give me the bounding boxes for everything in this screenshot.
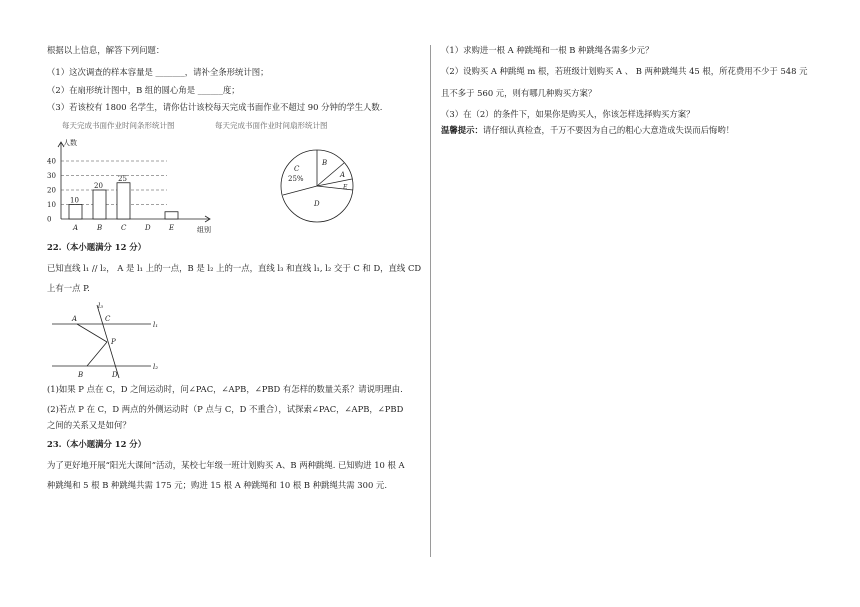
bar-c [117, 183, 130, 219]
label-d: D [112, 371, 118, 380]
tip [441, 125, 821, 136]
problem-22-heading: 22.（本小题满分 12 分） [47, 242, 147, 253]
label-l2: l₂ [153, 363, 159, 372]
pie-chart [272, 139, 362, 229]
problem-22-question-2a: (2)若点 P 在 C，D 两点的外侧运动时（P 点与 C，D 不重合），试探索∠PAC，∠APB，∠PBD [47, 403, 404, 414]
figures [47, 137, 427, 252]
label-p: P [111, 338, 116, 347]
label-a: A [72, 315, 78, 324]
tip-text: 请仔细认真检查，千万不要因为自己的粗心大意造成失误而后悔哟！ [482, 125, 735, 136]
y-tick-label: 20 [47, 186, 56, 195]
label-c: C [105, 315, 111, 324]
pie-label-c: C [294, 165, 300, 174]
pie-label-e: E [343, 184, 348, 192]
bar-chart-title: 每天完成书面作业时间条形统计图 [62, 121, 175, 131]
question-21-3: （3）若该校有 1800 名学生，请你估计该校每天完成书面作业不超过 90 分钟的学生人数. [47, 102, 383, 113]
bar-e [165, 212, 178, 219]
problem-22-line2: 上有一点 P. [47, 283, 90, 294]
x-tick-label: D [145, 224, 151, 233]
problem-23-line2: 种跳绳和 5 根 B 种跳绳共需 175 元；购进 15 根 A 种跳绳和 10 根 B 种跳绳共需 300 元. [47, 480, 387, 491]
parallel-lines-diagram [47, 300, 177, 380]
y-tick-label: 0 [47, 215, 52, 224]
x-tick-label: A [73, 224, 79, 233]
question-21-2: （2）在扇形统计图中，B 组的圆心角是 ______度； [47, 84, 240, 95]
column-divider [430, 45, 431, 557]
problem-22-question-2b: 之间的关系又是如何？ [47, 420, 131, 431]
problem-23-question-2a: （2）设购买 A 种跳绳 m 根，若班级计划购买 A 、 B 两种跳绳共 45 根，所花费用不少于 548 元 [441, 66, 808, 77]
x-tick-label: B [97, 224, 103, 233]
problem-23-line1: 为了更好地开展“阳光大课间”活动，某校七年级一班计划购买 A、B 两种跳绳. 已知购进 10 根 A [47, 459, 405, 470]
bar-value-label: 10 [70, 196, 79, 205]
bar-b [93, 190, 106, 219]
pie-label-a: A [340, 171, 346, 180]
segment-bp [87, 342, 107, 366]
problem-23-question-1: （1）求购进一根 A 种跳绳和一根 B 种跳绳各需多少元？ [441, 45, 654, 55]
pie-label-c-percent: 25% [288, 175, 304, 184]
label-l3: l₃ [98, 302, 104, 311]
question-21-1: （1）这次调查的样本容量是 _______，请补全条形统计图； [47, 67, 269, 78]
tip-label: 温馨提示： [441, 125, 483, 136]
x-tick-label: C [121, 224, 127, 233]
y-tick-label: 30 [47, 172, 56, 181]
bar-a [69, 205, 82, 220]
problem-23-question-3: （3）在（2）的条件下，如果你是购买人，你该怎样选择购买方案？ [441, 109, 695, 120]
label-l1: l₁ [153, 321, 159, 330]
problem-22-line1: 已知直线 l₁ // l₂， A 是 l₁ 上的一点，B 是 l₂ 上的一点，直线 l₃ 和直线 l₁, l₂ 交于 C 和 D，直线 CD [47, 262, 422, 273]
left-column [47, 45, 427, 491]
label-b: B [78, 371, 84, 380]
geometry-figure [47, 300, 427, 380]
bar-value-label: 20 [94, 182, 103, 191]
bar-ylabel: 人数 [63, 139, 77, 148]
y-tick-label: 40 [47, 157, 56, 166]
problem-23-question-2b: 且不多于 560 元，则有哪几种购买方案？ [441, 87, 597, 98]
bar-value-label: 25 [118, 175, 127, 184]
chart-titles [47, 121, 427, 137]
x-tick-label: E [169, 224, 175, 233]
pie-chart-title: 每天完成书面作业时间扇形统计图 [215, 121, 328, 131]
bar-xlabel: 组别 [197, 226, 211, 235]
segment-ap [77, 324, 107, 342]
problem-23-heading: 23.（本小题满分 12 分） [47, 439, 147, 450]
y-tick-label: 10 [47, 201, 56, 210]
pie-label-d: D [314, 200, 320, 209]
pie-label-b: B [322, 159, 328, 168]
bar-chart [47, 137, 222, 237]
right-column [441, 45, 821, 137]
intro-text: 根据以上信息，解答下列问题： [47, 45, 165, 55]
problem-22-question-1: (1)如果 P 点在 C，D 之间运动时，问∠PAC，∠APB，∠PBD 有怎样的数量关系？请说明理由. [47, 384, 403, 395]
